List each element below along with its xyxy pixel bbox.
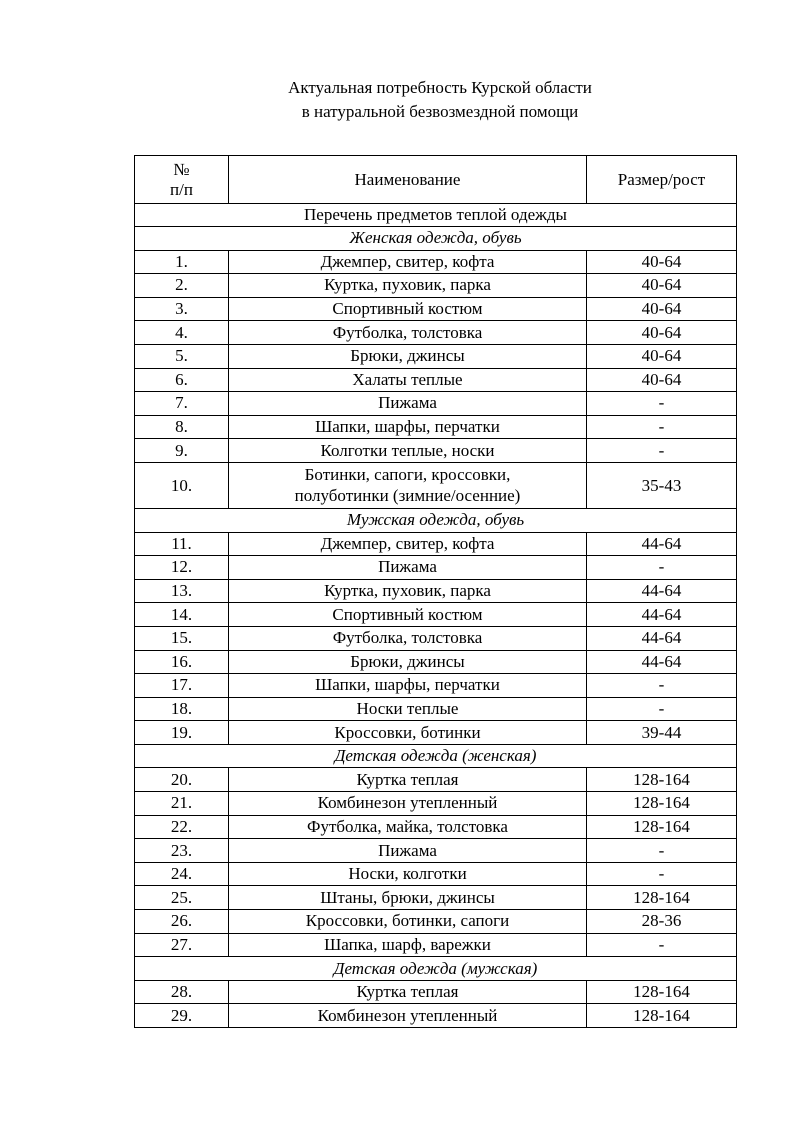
table-row — [135, 721, 737, 745]
row-number: 19. — [135, 721, 229, 745]
row-number: 16. — [135, 650, 229, 674]
table-row — [135, 532, 737, 556]
table-row — [135, 415, 737, 439]
row-name: Куртка, пуховик, парка — [229, 274, 587, 298]
row-name: Джемпер, свитер, кофта — [229, 532, 587, 556]
row-name: Штаны, брюки, джинсы — [229, 886, 587, 910]
row-number: 7. — [135, 392, 229, 416]
table-row — [135, 862, 737, 886]
section-title: Перечень предметов теплой одежды — [135, 204, 737, 227]
table-row — [135, 274, 737, 298]
row-name: Пижама — [229, 392, 587, 416]
row-size: 128-164 — [587, 815, 737, 839]
row-size: 44-64 — [587, 650, 737, 674]
row-size: 44-64 — [587, 626, 737, 650]
row-number: 15. — [135, 626, 229, 650]
category-row — [135, 508, 737, 532]
row-size: - — [587, 697, 737, 721]
row-size: 40-64 — [587, 274, 737, 298]
row-number: 4. — [135, 321, 229, 345]
row-name: Спортивный костюм — [229, 603, 587, 627]
row-size: 40-64 — [587, 321, 737, 345]
row-number: 20. — [135, 768, 229, 792]
row-number: 24. — [135, 862, 229, 886]
section-row — [135, 204, 737, 227]
row-number: 8. — [135, 415, 229, 439]
table-row — [135, 768, 737, 792]
row-size: 128-164 — [587, 792, 737, 816]
row-number: 13. — [135, 579, 229, 603]
row-size: 40-64 — [587, 368, 737, 392]
row-number: 11. — [135, 532, 229, 556]
row-name: Брюки, джинсы — [229, 650, 587, 674]
row-name: Куртка теплая — [229, 980, 587, 1004]
row-number: 23. — [135, 839, 229, 863]
row-name: Куртка, пуховик, парка — [229, 579, 587, 603]
title-line-1: Актуальная потребность Курской области — [288, 78, 592, 97]
table-row — [135, 626, 737, 650]
row-number: 6. — [135, 368, 229, 392]
row-name: Пижама — [229, 839, 587, 863]
table-row — [135, 368, 737, 392]
category-row — [135, 744, 737, 768]
row-size: 39-44 — [587, 721, 737, 745]
row-size: 40-64 — [587, 297, 737, 321]
row-size: 44-64 — [587, 603, 737, 627]
row-size: 28-36 — [587, 910, 737, 934]
row-name: Комбинезон утепленный — [229, 792, 587, 816]
table-row — [135, 650, 737, 674]
category-title: Женская одежда, обувь — [135, 227, 737, 251]
row-number: 10. — [135, 462, 229, 508]
row-size: 35-43 — [587, 462, 737, 508]
table-row — [135, 579, 737, 603]
row-number: 29. — [135, 1004, 229, 1028]
table-row — [135, 674, 737, 698]
row-name: Ботинки, сапоги, кроссовки, полуботинки (зимние/осенние) — [229, 462, 587, 508]
table-row — [135, 462, 737, 508]
table-row — [135, 321, 737, 345]
row-number: 5. — [135, 344, 229, 368]
row-number: 9. — [135, 439, 229, 463]
row-size: 44-64 — [587, 579, 737, 603]
row-name: Комбинезон утепленный — [229, 1004, 587, 1028]
row-name: Футболка, толстовка — [229, 321, 587, 345]
row-name: Брюки, джинсы — [229, 344, 587, 368]
table-row — [135, 815, 737, 839]
header-name: Наименование — [229, 156, 587, 204]
row-size: 40-64 — [587, 344, 737, 368]
header-number: № п/п — [135, 156, 229, 204]
row-number: 17. — [135, 674, 229, 698]
row-number: 3. — [135, 297, 229, 321]
row-number: 18. — [135, 697, 229, 721]
category-row — [135, 957, 737, 981]
row-size: 44-64 — [587, 532, 737, 556]
row-name: Шапки, шарфы, перчатки — [229, 674, 587, 698]
row-size: - — [587, 674, 737, 698]
category-row — [135, 227, 737, 251]
table-row — [135, 603, 737, 627]
row-number: 1. — [135, 250, 229, 274]
table-row — [135, 1004, 737, 1028]
row-number: 28. — [135, 980, 229, 1004]
table-row — [135, 250, 737, 274]
title-line-2: в натуральной безвозмездной помощи — [301, 102, 579, 121]
row-name: Носки, колготки — [229, 862, 587, 886]
row-number: 25. — [135, 886, 229, 910]
category-title: Мужская одежда, обувь — [135, 508, 737, 532]
row-size: - — [587, 392, 737, 416]
table-header-row — [135, 156, 737, 204]
row-size: - — [587, 556, 737, 580]
table-row — [135, 344, 737, 368]
table-row — [135, 980, 737, 1004]
row-number: 12. — [135, 556, 229, 580]
row-name: Носки теплые — [229, 697, 587, 721]
row-size: - — [587, 415, 737, 439]
row-name: Кроссовки, ботинки, сапоги — [229, 910, 587, 934]
row-name: Футболка, майка, толстовка — [229, 815, 587, 839]
table-row — [135, 297, 737, 321]
row-name: Футболка, толстовка — [229, 626, 587, 650]
row-size: - — [587, 933, 737, 957]
header-size: Размер/рост — [587, 156, 737, 204]
table-row — [135, 392, 737, 416]
category-title: Детская одежда (женская) — [135, 744, 737, 768]
row-size: 128-164 — [587, 768, 737, 792]
row-size: 40-64 — [587, 250, 737, 274]
row-name: Пижама — [229, 556, 587, 580]
table-row — [135, 697, 737, 721]
document-title — [0, 76, 794, 124]
table-row — [135, 556, 737, 580]
row-number: 21. — [135, 792, 229, 816]
row-size: - — [587, 839, 737, 863]
row-size: - — [587, 862, 737, 886]
table-row — [135, 792, 737, 816]
category-title: Детская одежда (мужская) — [135, 957, 737, 981]
row-size: - — [587, 439, 737, 463]
row-number: 22. — [135, 815, 229, 839]
table-row — [135, 439, 737, 463]
row-size: 128-164 — [587, 1004, 737, 1028]
row-number: 14. — [135, 603, 229, 627]
table-row — [135, 933, 737, 957]
row-name: Спортивный костюм — [229, 297, 587, 321]
row-name: Джемпер, свитер, кофта — [229, 250, 587, 274]
row-name: Куртка теплая — [229, 768, 587, 792]
row-name: Халаты теплые — [229, 368, 587, 392]
table-row — [135, 886, 737, 910]
row-number: 27. — [135, 933, 229, 957]
row-number: 26. — [135, 910, 229, 934]
row-size: 128-164 — [587, 980, 737, 1004]
table-row — [135, 910, 737, 934]
row-name: Шапка, шарф, варежки — [229, 933, 587, 957]
row-name: Шапки, шарфы, перчатки — [229, 415, 587, 439]
needs-table — [134, 155, 737, 1028]
row-size: 128-164 — [587, 886, 737, 910]
table-row — [135, 839, 737, 863]
row-number: 2. — [135, 274, 229, 298]
row-name: Кроссовки, ботинки — [229, 721, 587, 745]
row-name: Колготки теплые, носки — [229, 439, 587, 463]
